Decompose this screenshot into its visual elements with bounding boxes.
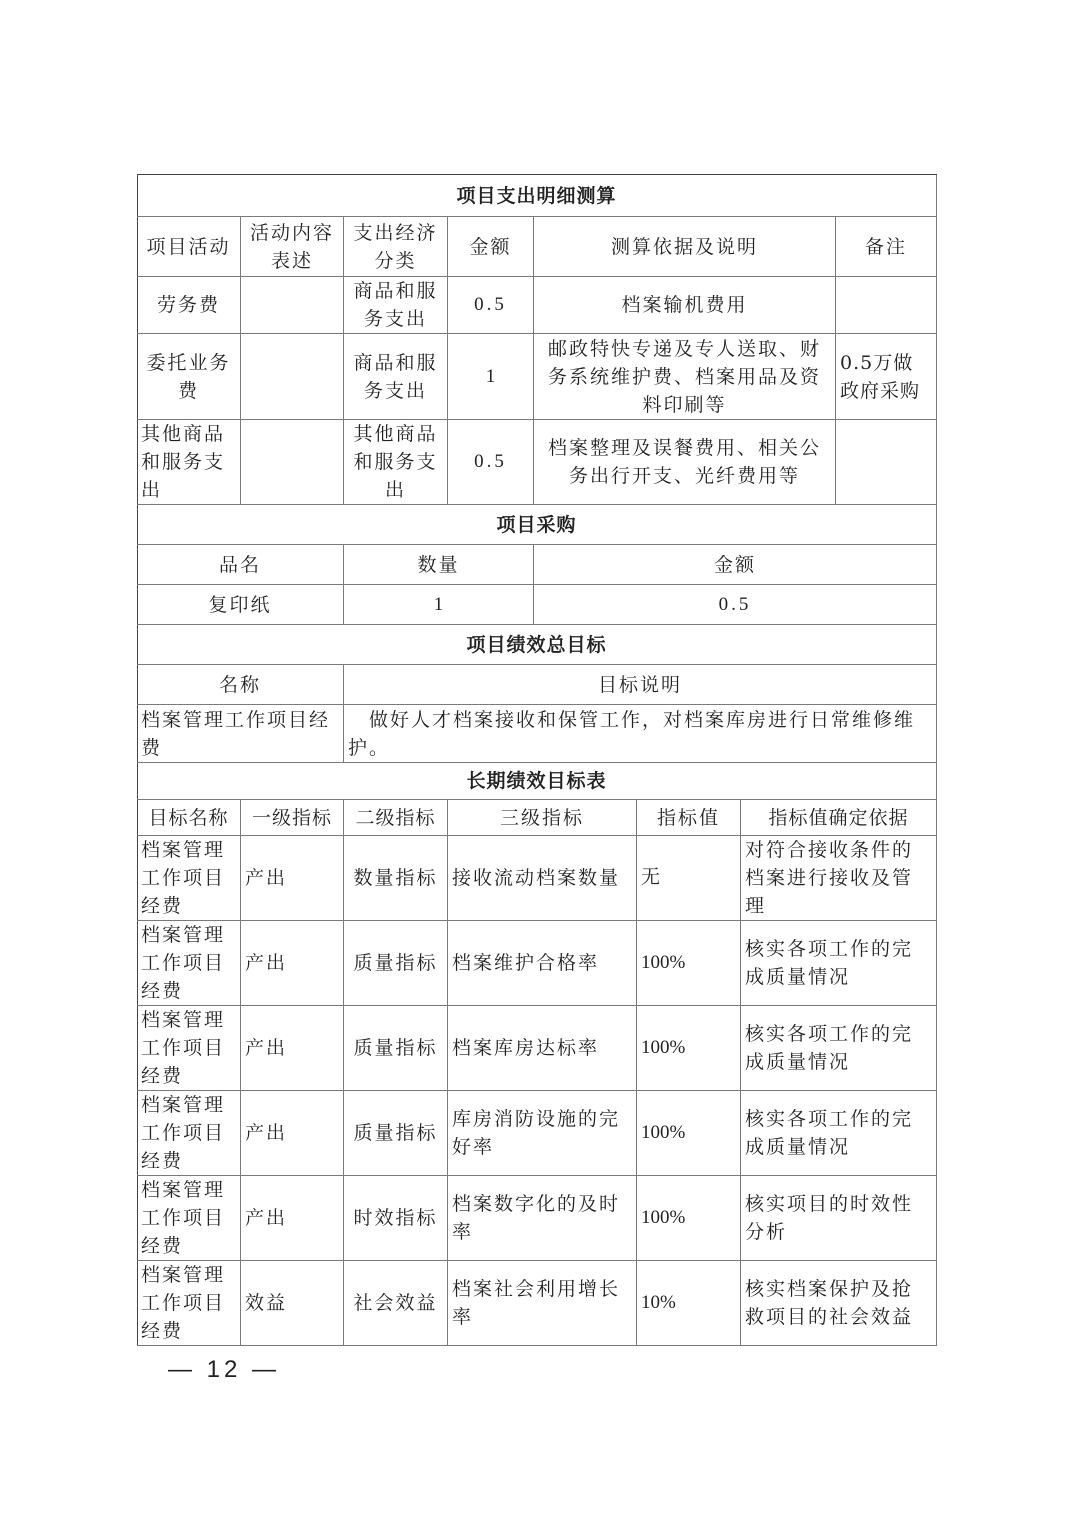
lt-goal-text: 档案管理工作项目经费	[141, 1009, 226, 1087]
budget-category	[344, 420, 448, 505]
lt-level2-text: 社会效益	[353, 1292, 438, 1314]
section-title-procurement: 项目采购	[137, 505, 937, 545]
lt-goal	[137, 921, 241, 1006]
budget-category	[344, 277, 448, 334]
header-cell	[241, 217, 344, 277]
lt-value	[637, 1261, 741, 1346]
header-cell: 名称	[137, 665, 344, 705]
lt-basis	[741, 836, 937, 921]
lt-level2-text: 时效指标	[353, 1207, 438, 1229]
lt-level2	[344, 921, 448, 1006]
procurement-quantity: 1	[344, 585, 534, 625]
lt-goal	[137, 1176, 241, 1261]
page-number: — 12 —	[168, 1356, 281, 1383]
lt-value	[637, 836, 741, 921]
lt-level2-text: 数量指标	[353, 867, 438, 889]
lt-value-text: 100%	[641, 1207, 686, 1228]
header-cell: 指标值确定依据	[741, 800, 937, 836]
header-cell: 指标值	[637, 800, 741, 836]
header-cell: 目标说明	[344, 665, 937, 705]
budget-note	[836, 420, 937, 505]
goal-description-text: 做好人才档案接收和保管工作，对档案库房进行日常维修维护。	[348, 708, 916, 759]
lt-level2-text: 质量指标	[353, 1122, 438, 1144]
lt-level3-text: 档案社会利用增长率	[452, 1278, 621, 1328]
budget-content	[241, 334, 344, 420]
header-cell: 一级指标	[241, 800, 344, 836]
lt-basis-text: 核实项目的时效性分析	[745, 1193, 914, 1243]
section-title-long-term: 长期绩效目标表	[137, 763, 937, 800]
header-cell: 二级指标	[344, 800, 448, 836]
lt-value	[637, 1091, 741, 1176]
budget-activity: 劳务费	[137, 277, 241, 334]
budget-note	[836, 277, 937, 334]
lt-basis-text: 核实各项工作的完成质量情况	[745, 938, 914, 988]
lt-level3	[448, 836, 637, 921]
lt-level1	[241, 1006, 344, 1091]
lt-goal	[137, 1261, 241, 1346]
budget-activity	[137, 334, 241, 420]
header-text: 活动内容表述	[249, 221, 334, 272]
lt-basis	[741, 1091, 937, 1176]
lt-basis-text: 核实各项工作的完成质量情况	[745, 1023, 914, 1073]
lt-level2	[344, 1176, 448, 1261]
header-cell: 数量	[344, 545, 534, 585]
goal-name	[137, 705, 344, 763]
budget-category	[344, 334, 448, 420]
lt-level3-text: 接收流动档案数量	[452, 867, 621, 889]
header-cell: 测算依据及说明	[534, 217, 836, 277]
lt-level2-text: 质量指标	[353, 1037, 438, 1059]
lt-basis	[741, 1261, 937, 1346]
note-text: 0.5万做政府采购	[840, 351, 921, 402]
lt-level3	[448, 921, 637, 1006]
budget-content	[241, 420, 344, 505]
lt-value-text: 无	[641, 867, 661, 888]
lt-level3-text: 档案库房达标率	[452, 1037, 600, 1059]
category-text: 商品和服务支出	[353, 280, 438, 330]
lt-level3	[448, 1006, 637, 1091]
lt-basis	[741, 1006, 937, 1091]
lt-level3-text: 档案数字化的及时率	[452, 1193, 621, 1243]
lt-basis-text: 核实各项工作的完成质量情况	[745, 1108, 914, 1158]
basis-text: 邮政特快专递及专人送取、财务系统维护费、档案用品及资料印刷等	[547, 337, 821, 416]
activity-text: 其他商品和服务支出	[141, 423, 226, 501]
lt-value-text: 10%	[641, 1292, 676, 1313]
lt-level1-text: 效益	[245, 1292, 288, 1314]
header-cell: 品名	[137, 545, 344, 585]
header-cell	[344, 217, 448, 277]
basis-text: 档案整理及误餐费用、相关公务出行开支、光纤费用等	[547, 437, 821, 487]
lt-level2	[344, 1006, 448, 1091]
lt-value	[637, 1176, 741, 1261]
goal-description	[344, 705, 937, 763]
activity-text: 委托业务费	[146, 351, 231, 402]
budget-note	[836, 334, 937, 420]
budget-basis	[534, 334, 836, 420]
lt-basis	[741, 921, 937, 1006]
lt-value-text: 100%	[641, 1037, 686, 1058]
lt-goal-text: 档案管理工作项目经费	[141, 1179, 226, 1257]
budget-amount: 1	[448, 334, 534, 420]
header-cell: 备注	[836, 217, 937, 277]
lt-goal	[137, 1006, 241, 1091]
budget-content	[241, 277, 344, 334]
lt-level3	[448, 1176, 637, 1261]
lt-level1	[241, 1091, 344, 1176]
lt-level3	[448, 1261, 637, 1346]
header-cell: 项目活动	[137, 217, 241, 277]
procurement-amount: 0.5	[534, 585, 937, 625]
budget-activity	[137, 420, 241, 505]
lt-level2	[344, 1091, 448, 1176]
header-cell: 三级指标	[448, 800, 637, 836]
header-cell: 金额	[534, 545, 937, 585]
header-text: 支出经济分类	[353, 221, 438, 272]
lt-level2	[344, 836, 448, 921]
procurement-name: 复印纸	[137, 585, 344, 625]
budget-basis	[534, 420, 836, 505]
lt-level2-text: 质量指标	[353, 952, 438, 974]
lt-value-text: 100%	[641, 1122, 686, 1143]
lt-goal	[137, 836, 241, 921]
budget-basis: 档案输机费用	[534, 277, 836, 334]
lt-level1-text: 产出	[245, 867, 288, 889]
lt-basis	[741, 1176, 937, 1261]
header-cell: 金额	[448, 217, 534, 277]
lt-value	[637, 1006, 741, 1091]
header-cell: 目标名称	[137, 800, 241, 836]
lt-level1-text: 产出	[245, 1122, 288, 1144]
lt-goal	[137, 1091, 241, 1176]
lt-goal-text: 档案管理工作项目经费	[141, 1094, 226, 1172]
lt-level1	[241, 921, 344, 1006]
lt-level1	[241, 1261, 344, 1346]
lt-basis-text: 核实档案保护及抢救项目的社会效益	[745, 1278, 914, 1328]
section-title-budget: 项目支出明细测算	[137, 175, 937, 217]
section-title-overall-goal: 项目绩效总目标	[137, 625, 937, 665]
lt-value-text: 100%	[641, 952, 686, 973]
lt-level1	[241, 1176, 344, 1261]
lt-level1	[241, 836, 344, 921]
budget-amount: 0.5	[448, 420, 534, 505]
lt-level2	[344, 1261, 448, 1346]
category-text: 其他商品和服务支出	[353, 423, 438, 501]
lt-basis-text: 对符合接收条件的档案进行接收及管理	[745, 839, 914, 917]
goal-name-text: 档案管理工作项目经费	[141, 708, 331, 759]
category-text: 商品和服务支出	[353, 351, 438, 402]
budget-amount: 0.5	[448, 277, 534, 334]
lt-level1-text: 产出	[245, 952, 288, 974]
lt-goal-text: 档案管理工作项目经费	[141, 1264, 226, 1342]
lt-level3-text: 库房消防设施的完好率	[452, 1108, 621, 1158]
lt-level3-text: 档案维护合格率	[452, 952, 600, 974]
lt-level1-text: 产出	[245, 1207, 288, 1229]
lt-goal-text: 档案管理工作项目经费	[141, 924, 226, 1002]
lt-level1-text: 产出	[245, 1037, 288, 1059]
lt-value	[637, 921, 741, 1006]
lt-goal-text: 档案管理工作项目经费	[141, 839, 226, 917]
lt-level3	[448, 1091, 637, 1176]
